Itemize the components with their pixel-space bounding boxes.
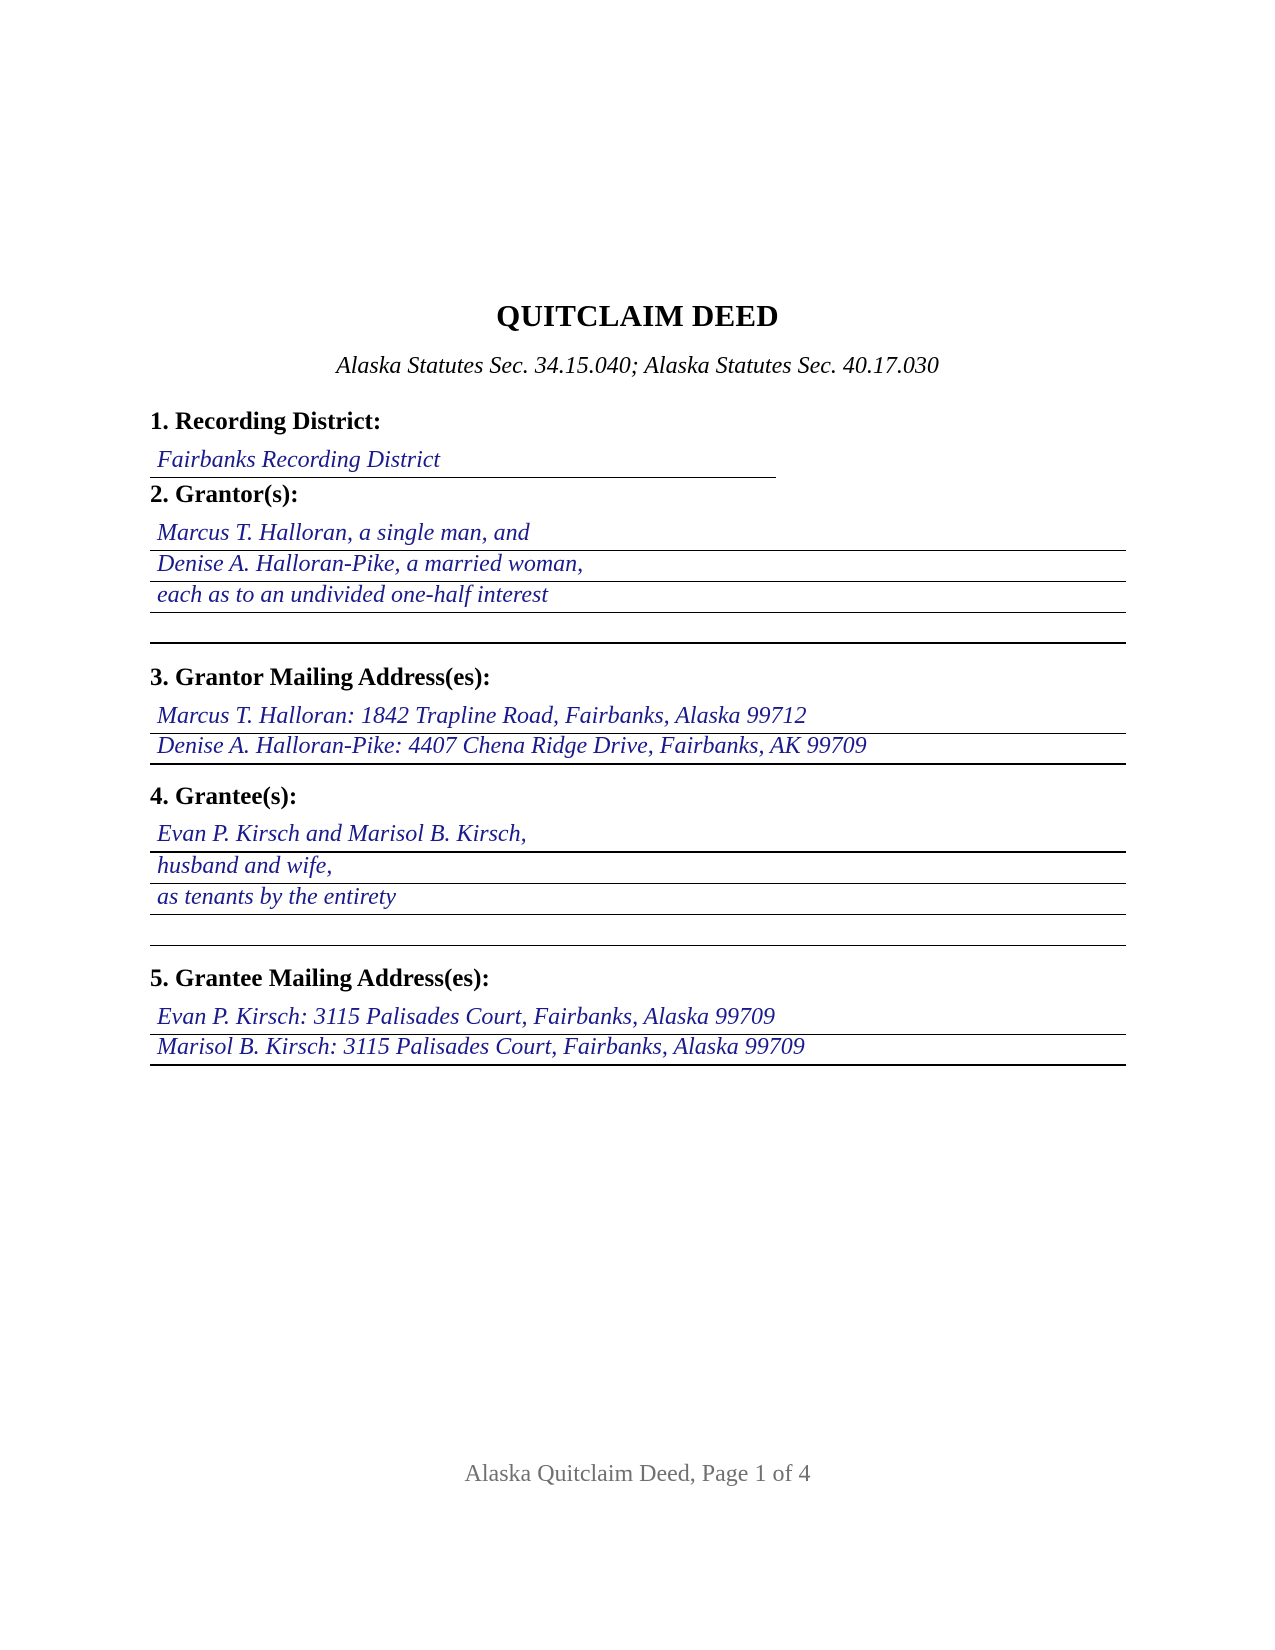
grantee-heading: 4. Grantee(s): — [150, 783, 298, 810]
grantee-line-3-text: as tenants by the entirety — [157, 884, 397, 910]
grantor-heading: 2. Grantor(s): — [150, 481, 299, 508]
grantee-line-2-text: husband and wife, — [157, 853, 333, 879]
recording-district-field[interactable] — [150, 447, 776, 478]
grantee-field-line-2[interactable] — [150, 853, 1126, 884]
grantor-address-line-1-text: Marcus T. Halloran: 1842 Trapline Road, Fairbanks, Alaska 99712 — [157, 703, 807, 729]
grantor-field-line-4[interactable] — [150, 613, 1126, 644]
page-footer: Alaska Quitclaim Deed, Page 1 of 4 — [464, 1461, 811, 1487]
grantor-line-2-text: Denise A. Halloran-Pike, a married woman, — [157, 551, 584, 577]
grantee-field-line-4[interactable] — [150, 915, 1126, 946]
grantee-field-line-1[interactable] — [150, 822, 1126, 853]
grantor-field-line-3[interactable] — [150, 582, 1126, 613]
grantee-address-field-line-1[interactable] — [150, 1004, 1126, 1035]
statute-reference: Alaska Statutes Sec. 34.15.040; Alaska Statutes Sec. 40.17.030 — [336, 353, 939, 379]
grantor-line-1-text: Marcus T. Halloran, a single man, and — [157, 520, 530, 546]
grantor-address-heading: 3. Grantor Mailing Address(es): — [150, 664, 491, 691]
grantee-line-1-text: Evan P. Kirsch and Marisol B. Kirsch, — [157, 821, 527, 847]
recording-district-value: Fairbanks Recording District — [157, 447, 441, 473]
grantor-address-field-line-1[interactable] — [150, 703, 1126, 734]
grantee-address-line-2-text: Marisol B. Kirsch: 3115 Palisades Court, Fairbanks, Alaska 99709 — [157, 1034, 805, 1060]
grantor-field-line-2[interactable] — [150, 551, 1126, 582]
grantee-address-heading: 5. Grantee Mailing Address(es): — [150, 965, 490, 992]
grantor-address-line-2-text: Denise A. Halloran-Pike: 4407 Chena Ridge Drive, Fairbanks, AK 99709 — [157, 733, 867, 759]
document-title: QUITCLAIM DEED — [496, 298, 779, 333]
grantor-field-line-1[interactable] — [150, 520, 1126, 551]
grantor-line-3-text: each as to an undivided one-half interest — [157, 582, 549, 608]
recording-district-heading: 1. Recording District: — [150, 408, 382, 435]
grantor-address-field-line-2[interactable] — [150, 734, 1126, 765]
grantee-address-line-1-text: Evan P. Kirsch: 3115 Palisades Court, Fairbanks, Alaska 99709 — [157, 1004, 775, 1030]
grantee-field-line-3[interactable] — [150, 884, 1126, 915]
grantee-address-field-line-2[interactable] — [150, 1035, 1126, 1066]
